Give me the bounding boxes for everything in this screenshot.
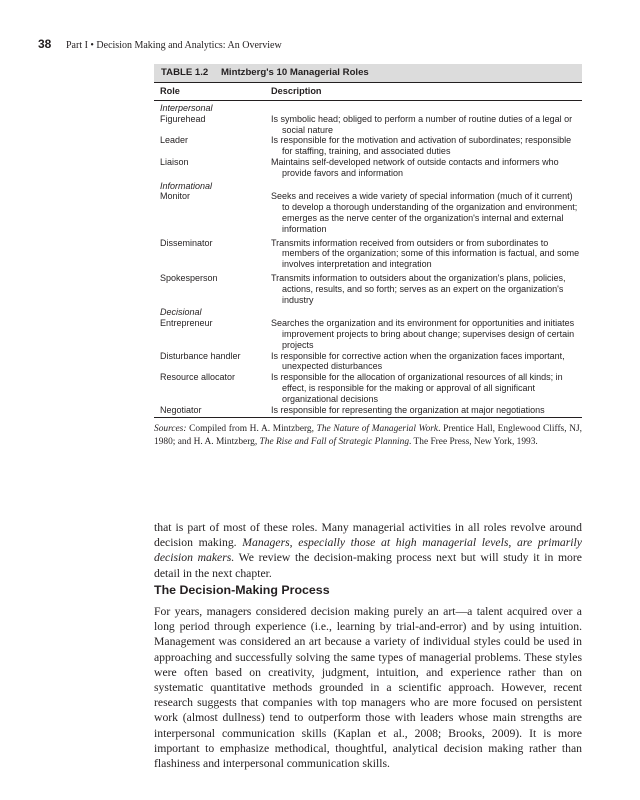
sources-text: . The Free Press, New York, 1993. [409, 437, 538, 448]
group-heading: Decisional [160, 307, 202, 318]
table-sources-note [154, 423, 582, 449]
description-cell: Maintains self-developed network of outside contacts and informers who provide favors and information [271, 156, 559, 178]
sources-book-title: The Rise and Fall of Strategic Planning [259, 437, 410, 448]
page-number: 38 [38, 37, 52, 51]
role-cell: Disseminator [160, 237, 213, 248]
page-header [38, 37, 282, 51]
column-header-role: Role [160, 86, 180, 96]
section-heading: The Decision-Making Process [154, 583, 330, 597]
table-row [154, 135, 582, 157]
description-cell: Is responsible for the motivation and activation of subordinates; responsible for staffing, training, and associated duties [271, 135, 572, 157]
role-cell: Monitor [160, 191, 191, 202]
role-cell: Resource allocator [160, 372, 236, 383]
description-cell: Transmits information received from outsiders or from subordinates to members of the organization; some of this information is factual, and some involves interpretation and integration [271, 237, 580, 270]
sources-text: . Prentice Hall, Englewood Cliffs, NJ, 1980; and H. A. Mintzberg, [154, 424, 582, 448]
group-heading: Interpersonal [160, 103, 213, 113]
description-cell: Is responsible for the allocation of organizational resources of all kinds; in effect, is responsible for the making or approval of all significant organizational decisions [271, 372, 563, 404]
table-header-row [154, 82, 582, 101]
role-cell: Liaison [160, 156, 189, 167]
paragraph-text: that is part of most of these roles. Many managerial activities in all roles revolve around decision making. [154, 521, 582, 550]
table-body [154, 103, 582, 418]
table-row [154, 114, 582, 136]
table-label: TABLE 1.2 [161, 67, 209, 78]
description-cell: Transmits information to outsiders about the organization's plans, policies, actions, results, and so forth; serves as an expert on the organization's industry [271, 272, 566, 305]
table-row [154, 372, 582, 404]
description-cell: Is responsible for representing the organization at major negotiations [271, 404, 545, 415]
description-cell: Seeks and receives a wide variety of special information (much of it current) to develop a thorough understanding of the organization and environment; emerges as the nerve center of the organization's internal and external information [271, 191, 578, 234]
description-cell: Searches the organization and its environment for opportunities and initiates improvement projects to bring about change; supervises design of certain projects [271, 318, 575, 350]
role-cell: Negotiator [160, 404, 202, 415]
emphasis-text: Managers, especially those at high managerial levels, are primarily decision makers. [154, 536, 582, 565]
table-row [154, 238, 582, 270]
table-row [154, 157, 582, 179]
description-cell: Is symbolic head; obliged to perform a number of routine duties of a legal or social nature [271, 113, 573, 135]
body-paragraph-1 [154, 520, 582, 581]
role-cell: Figurehead [160, 113, 206, 124]
table-row [154, 273, 582, 305]
description-cell: Is responsible for corrective action when the organization faces important, unexpected disturbances [271, 350, 565, 372]
role-cell: Leader [160, 135, 189, 146]
running-head: Part I • Decision Making and Analytics: An Overview [65, 40, 282, 51]
table-title: Mintzberg's 10 Managerial Roles [220, 67, 369, 78]
sources-book-title: The Nature of Managerial Work [316, 424, 439, 435]
paragraph-text: We review the decision-making process next but will study it in more detail in the next chapter. [154, 551, 582, 580]
table-row [154, 318, 582, 350]
role-cell: Spokesperson [160, 272, 218, 283]
column-header-description: Description [271, 86, 322, 96]
table-title-bar [154, 64, 582, 82]
table-row [154, 405, 582, 419]
body-paragraph-2: For years, managers considered decision making purely an art—a talent acquired over a long period through experience (i.e., learning by trial-and-error) and by using intuition. Management was considered an art because a variety of individual styles could be used in approaching and successfully solving the same types of managerial problems. These styles were often based on creativity, judgment, intuition, and experience rather than on systematic quantitative methods grounded in a scientific approach. However, recent research suggests that companies with top managers who are more focused on persistent work (almost dullness) tend to outperform those with leaders whose main strengths are interpersonal communication skills (Kaplan et al., 2008; Brooks, 2009). It is more important to emphasize methodical, thoughtful, analytical decision making rather than flashiness and interpersonal communication skills. [154, 605, 582, 771]
managerial-roles-table [154, 64, 582, 449]
table-row [154, 351, 582, 373]
role-cell: Entrepreneur [160, 318, 213, 329]
role-cell: Disturbance handler [160, 350, 241, 361]
sources-lead: Sources: [154, 424, 187, 435]
group-heading: Informational [160, 180, 213, 191]
table-row [154, 191, 582, 234]
sources-text: Compiled from H. A. Mintzberg, [186, 424, 317, 435]
